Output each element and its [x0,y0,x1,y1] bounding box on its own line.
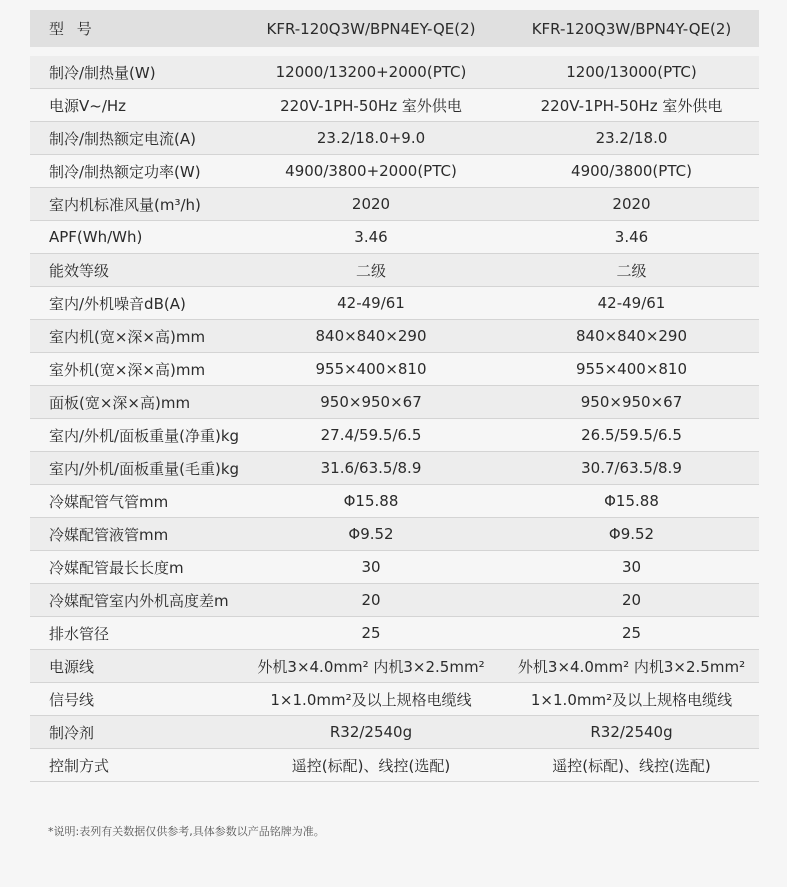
row-label: 电源V~/Hz [49,96,127,115]
table-row [30,716,759,749]
table-row [30,386,759,419]
table-row [30,122,759,155]
row-value-b: 2020 [612,195,651,213]
row-value-a: Φ9.52 [348,525,394,543]
row-value-a: 二级 [355,261,386,280]
table-row [30,551,759,584]
table-row [30,617,759,650]
row-label: 制冷/制热额定电流(A) [49,129,197,148]
row-value-a: R32/2540g [329,723,413,741]
table-row [30,56,759,89]
row-value-a: Φ15.88 [343,492,399,510]
table-row [30,518,759,551]
table-row [30,353,759,386]
row-label: 室内/外机/面板重量(毛重)kg [49,459,240,478]
row-value-b: 4900/3800(PTC) [571,162,692,180]
table-row [30,188,759,221]
row-value-a: 950×950×67 [320,393,422,411]
row-label: 室内/外机/面板重量(净重)kg [49,426,240,445]
table-row [30,287,759,320]
row-label: 面板(宽×深×高)mm [49,393,191,412]
row-label: 室外机(宽×深×高)mm [49,360,206,379]
header-label: 型 号 [49,20,96,38]
row-label: 制冷/制热额定功率(W) [49,162,201,181]
row-value-b: R32/2540g [590,723,673,741]
row-label: 制冷/制热量(W) [49,63,156,82]
row-value-b: 遥控(标配)、线控(选配) [552,756,711,775]
row-value-b: 220V-1PH-50Hz 室外供电 [540,96,723,115]
row-label: 控制方式 [49,756,110,775]
row-value-a: 220V-1PH-50Hz 室外供电 [280,96,462,115]
row-label: 室内机(宽×深×高)mm [49,327,206,346]
row-label: 冷媒配管液管mm [49,525,169,544]
disclaimer-note: *说明:表列有关数据仅供参考,具体参数以产品铭牌为准。 [48,825,325,838]
row-value-a: 1×1.0mm²及以上规格电缆线 [270,690,472,709]
row-value-b: 42-49/61 [597,294,666,312]
row-value-b: 1200/13000(PTC) [566,63,697,81]
table-row [30,749,759,782]
row-value-b: 3.46 [614,228,649,246]
row-value-a: 23.2/18.0+9.0 [316,129,426,147]
row-label: APF(Wh/Wh) [49,228,143,246]
table-row [30,452,759,485]
table-header [30,10,759,47]
row-value-b: 30 [621,558,642,576]
row-value-a: 25 [361,624,381,642]
row-value-b: 二级 [616,261,647,280]
row-value-a: 840×840×290 [315,327,427,345]
row-value-a: 31.6/63.5/8.9 [320,459,422,477]
row-value-a: 12000/13200+2000(PTC) [275,63,467,81]
row-value-b: Φ9.52 [608,525,655,543]
row-value-b: 25 [621,624,642,642]
header-model-b: KFR-120Q3W/BPN4Y-QE(2) [531,19,732,38]
table-row [30,221,759,254]
row-label: 制冷剂 [49,723,95,742]
row-value-b: 1×1.0mm²及以上规格电缆线 [530,690,733,709]
table-row [30,320,759,353]
table-row [30,683,759,716]
row-value-b: 外机3×4.0mm² 内机3×2.5mm² [517,657,746,676]
row-value-a: 20 [361,591,381,609]
table-row [30,485,759,518]
row-value-a: 遥控(标配)、线控(选配) [291,756,451,775]
table-row [30,650,759,683]
row-label: 电源线 [49,657,95,676]
row-value-b: 950×950×67 [580,393,683,411]
row-value-a: 27.4/59.5/6.5 [320,426,422,444]
row-value-a: 外机3×4.0mm² 内机3×2.5mm² [257,657,485,676]
row-label: 排水管径 [49,624,110,643]
row-label: 信号线 [49,690,95,709]
table-body [30,56,759,782]
row-label: 室内机标准风量(m³/h) [49,195,201,214]
row-value-a: 3.46 [354,228,388,246]
table-row [30,584,759,617]
row-value-b: Φ15.88 [604,492,659,510]
row-value-b: 26.5/59.5/6.5 [581,426,682,444]
table-row [30,419,759,452]
row-value-a: 2020 [351,195,391,213]
row-value-a: 4900/3800+2000(PTC) [285,162,457,180]
row-value-b: 23.2/18.0 [595,129,668,147]
row-value-b: 840×840×290 [575,327,688,345]
row-label: 冷媒配管气管mm [49,492,169,511]
table-row [30,89,759,122]
row-label: 冷媒配管室内外机高度差m [49,591,229,610]
row-value-b: 20 [621,591,642,609]
row-label: 室内/外机噪音dB(A) [49,294,186,313]
row-label: 能效等级 [49,261,110,280]
table-row [30,254,759,287]
row-value-a: 30 [361,558,381,576]
row-value-a: 42-49/61 [337,294,405,312]
row-value-a: 955×400×810 [315,360,427,378]
spec-table [30,10,759,782]
row-label: 冷媒配管最长长度m [49,558,184,577]
header-model-a: KFR-120Q3W/BPN4EY-QE(2) [266,19,476,38]
row-value-b: 955×400×810 [575,360,688,378]
row-value-b: 30.7/63.5/8.9 [581,459,682,477]
table-row [30,155,759,188]
